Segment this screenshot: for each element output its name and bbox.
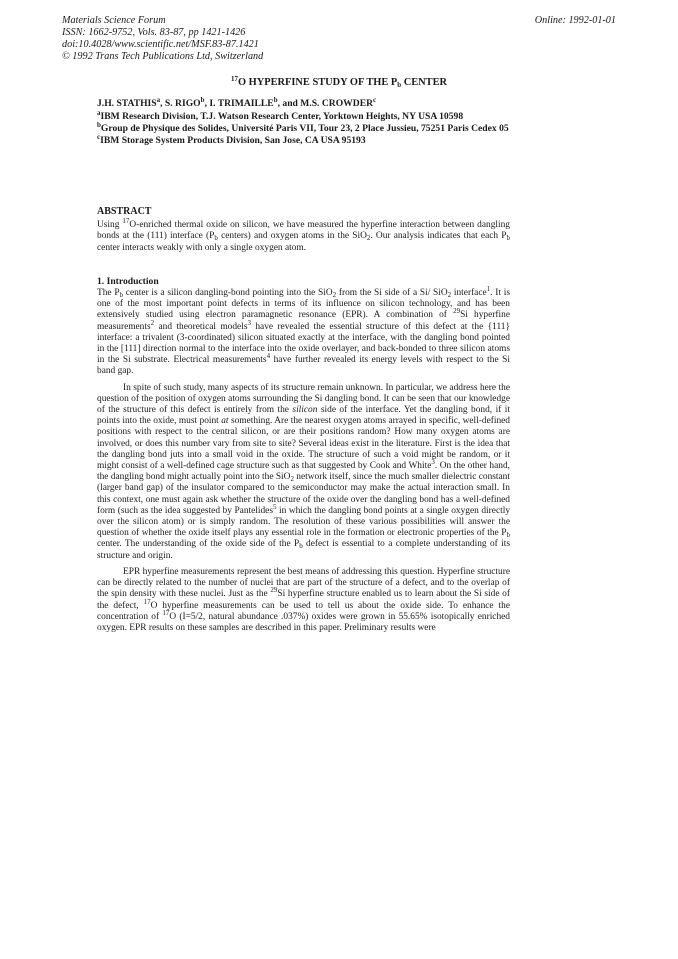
- journal-issn: ISSN: 1662-9752, Vols. 83-87, pp 1421-1426: [62, 27, 246, 38]
- paper-body: [97, 206, 510, 634]
- journal-copyright: © 1992 Trans Tech Publications Ltd, Switzerland: [62, 51, 264, 62]
- online-date: Online: 1992-01-01: [534, 15, 616, 26]
- journal-name: Materials Science Forum: [62, 15, 166, 26]
- affiliation-a: $^a$IBM Research Division, T.J. Watson Research Center, Yorktown Heights, NY USA 10598: [97, 109, 464, 122]
- intro-heading: 1. Introduction: [97, 275, 159, 287]
- journal-header: [62, 15, 622, 63]
- intro-paragraph-1: The $P_b$ center is a silicon dangling-bond pointing into the SiO$_2$ from the Si side of a Si/ SiO$_2$ interface$^1$. It is one of the most important point defects in terms of its influence on silicon technology, and has been extensively studied using electron paramagnetic resonance (EPR). A combination of $^{29}$Si hyperfine measurements$^2$ and theoretical models$^3$ have revealed the essential structure of this defect at the {111} interface: a trivalent (3-coordinated) silicon situated exactly at the interface, with the dangling bond pointed in the [111] direction normal to the interface into the oxide overlayer, and back-bonded to three silicon atoms in the Si substrate. Electrical measurements$^4$ have further revealed its energy levels with respect to the Si band gap.: [97, 285, 510, 377]
- affiliation-c: $^c$IBM Storage System Products Division, San Jose, CA USA 95193: [97, 133, 366, 146]
- intro-paragraph-2: In spite of such study, many aspects of its structure remain unknown. In particular, we address here the question of the position of oxygen atoms surrounding the Si dangling bond. It can be seen that our knowledge of the structure of this defect is entirely from the silicon side of the interface. Yet the dangling bond, if it points into the oxide, must point at something. Are the nearest oxygen atoms arrayed in specific, well-defined positions with respect to the central silicon, or are their positions random? How many oxygen atoms are involved, or does this number vary from site to site? Several ideas exist in the literature. First is the idea that the dangling bond juts into a small void in the oxide. The structure of such a void might be random, or it might consist of a well-defined cage structure such as that suggested by Cook and White$^3$. On the other hand, the dangling bond might actually point into the SiO$_2$ network itself, since the much smaller dielectric constant (larger band gap) of the insulator compared to the semiconductor may make the actual interaction small. In this context, one must again ask whether the structure of the oxide over the dangling bond has a well-defined form (such as the idea suggested by Pantelides$^5$ in which the dangling bond points at a single oxygen directly over the silicon atom) or is simply random. The resolution of these various possibilities will answer the question of whether the oxide itself plays any essential role in the formation or electronic properties of the $P_b$ center. The understanding of the oxide side of the $P_b$ defect is essential to a complete understanding of its structure and origin.: [97, 382, 511, 561]
- intro-paragraph-3: EPR hyperfine measurements represent the best means of addressing this question. Hyperfine structure can be directly related to the number of nuclei that are part of the structure of a defect, and to the overlap of the spin density with these nuclei. Just as the $^{29}$Si hyperfine structure enabled us to learn about the Si side of the defect, $^{17}$O hyperfine measurements can be used to tell us about the oxide side. To enhance the concentration of $^{17}$O (I=5/2, natural abundance .037%) oxides were grown in 55.65% isotopically enriched oxygen. EPR results on these samples are described in this paper. Preliminary results were: [97, 566, 510, 633]
- author-block: [97, 98, 537, 147]
- abstract-text: Using $^{17}$O-enriched thermal oxide on silicon, we have measured the hyperfine interaction between dangling bonds at the (111) interface ($P_b$ centers) and oxygen atoms in the SiO$_2$. Our analysis indicates that each $P_b$ center interacts weakly with only a single oxygen atom.: [97, 217, 511, 253]
- affiliation-b: $^b$Group de Physique des Solides, Université Paris VII, Tour 23, 2 Place Jussieu, 75251 Paris Cedex 05: [97, 121, 509, 134]
- paper-title: $^{17}$O HYPERFINE STUDY OF THE $P_b$ CENTER: [230, 75, 448, 89]
- abstract-heading: ABSTRACT: [97, 206, 152, 217]
- author-list: J.H. STATHIS$^a$, S. RIGO$^b$, I. TRIMAILLE$^b$, and M.S. CROWDER$^c$: [97, 96, 377, 109]
- journal-doi: doi:10.4028/www.scientific.net/MSF.83-87.1421: [62, 39, 259, 50]
